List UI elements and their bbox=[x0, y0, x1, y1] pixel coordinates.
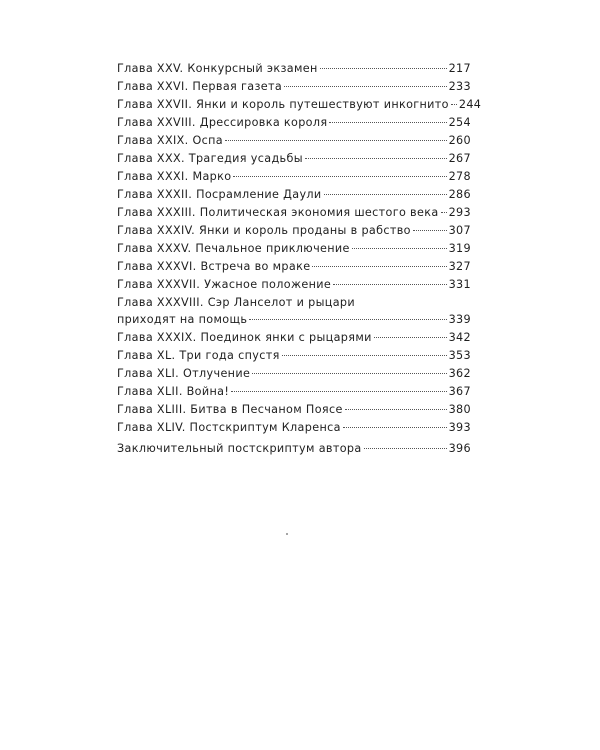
toc-entry bbox=[117, 403, 471, 421]
toc-entry-first-line bbox=[117, 296, 471, 313]
toc-entry-page: 396 bbox=[448, 442, 471, 455]
toc-entry-title: Глава XXVII. Янки и король путешествуют инкогнито bbox=[117, 98, 449, 111]
toc-entry-title: Глава XXXVIII. Сэр Ланселот и рыцари bbox=[117, 296, 355, 309]
leader-dots bbox=[320, 68, 447, 69]
leader-dots bbox=[374, 337, 447, 338]
toc-entry-page: 267 bbox=[448, 152, 471, 165]
leader-dots bbox=[324, 194, 447, 195]
toc-entry bbox=[117, 242, 471, 260]
toc-entry-title: Глава XXXVII. Ужасное положение bbox=[117, 278, 332, 291]
toc-entry bbox=[117, 367, 471, 385]
leader-dots bbox=[312, 266, 446, 267]
toc-entry-title: Глава XXXIII. Политическая экономия шестого века bbox=[117, 206, 439, 219]
toc-entry bbox=[117, 134, 471, 152]
toc-entry-title: Глава XLII. Война! bbox=[117, 385, 230, 398]
toc-entry-page: 260 bbox=[448, 134, 471, 147]
toc-entry bbox=[117, 421, 471, 439]
toc-entry-page: 254 bbox=[448, 116, 471, 129]
toc-entry-page: 278 bbox=[448, 170, 471, 183]
toc-entry-page: 233 bbox=[448, 80, 471, 93]
leader-dots bbox=[451, 104, 457, 105]
toc-entry bbox=[117, 80, 471, 98]
toc-entry-title: Глава XXXIV. Янки и король проданы в рабство bbox=[117, 224, 411, 237]
leader-dots bbox=[284, 86, 447, 87]
toc-entry-page: 367 bbox=[448, 385, 471, 398]
leader-dots bbox=[282, 355, 447, 356]
leader-dots bbox=[352, 248, 447, 249]
toc-entry-page: 331 bbox=[448, 278, 471, 291]
leader-dots bbox=[252, 373, 446, 374]
toc-entry bbox=[117, 278, 471, 296]
leader-dots bbox=[305, 158, 447, 159]
toc-entry-title: Глава XXXII. Посрамление Даули bbox=[117, 188, 322, 201]
leader-dots bbox=[345, 409, 447, 410]
toc-entry-title: Глава XXVI. Первая газета bbox=[117, 80, 283, 93]
toc-entry-page: 393 bbox=[448, 421, 471, 434]
toc-entry-page: 342 bbox=[448, 331, 471, 344]
toc-entry-title-continued: приходят на помощь bbox=[117, 313, 248, 326]
toc-entry bbox=[117, 385, 471, 403]
leader-dots bbox=[343, 427, 447, 428]
toc-entry-page: 293 bbox=[448, 206, 471, 219]
toc-entry bbox=[117, 349, 471, 367]
toc-entry-title: Глава XXX. Трагедия усадьбы bbox=[117, 152, 303, 165]
toc-entry bbox=[117, 62, 471, 80]
table-of-contents bbox=[117, 62, 482, 460]
toc-entry bbox=[117, 170, 471, 188]
toc-entry-page: 244 bbox=[458, 98, 482, 111]
toc-entry-page: 319 bbox=[448, 242, 471, 255]
toc-entry-title: Глава XLI. Отлучение bbox=[117, 367, 251, 380]
toc-entry-title: Глава XL. Три года спустя bbox=[117, 349, 280, 362]
toc-entry-title: Глава XXXV. Печальное приключение bbox=[117, 242, 350, 255]
toc-entry bbox=[117, 260, 471, 278]
leader-dots bbox=[364, 448, 447, 449]
toc-entry bbox=[117, 152, 471, 170]
leader-dots bbox=[231, 391, 446, 392]
toc-entry bbox=[117, 331, 471, 349]
toc-entry-page: 327 bbox=[448, 260, 471, 273]
toc-entry-page: 286 bbox=[448, 188, 471, 201]
toc-entry-title: Глава XXV. Конкурсный экзамен bbox=[117, 62, 318, 75]
toc-entry bbox=[117, 224, 471, 242]
toc-entry bbox=[117, 98, 482, 116]
toc-entry-title: Глава XXXI. Марко bbox=[117, 170, 232, 183]
toc-entry-title: Глава XXIX. Оспа bbox=[117, 134, 223, 147]
leader-dots bbox=[333, 284, 446, 285]
toc-final-entry bbox=[117, 442, 471, 460]
toc-entry-page: 380 bbox=[448, 403, 471, 416]
toc-entry-title: Глава XXXIX. Поединок янки с рыцарями bbox=[117, 331, 372, 344]
toc-entry-title: Глава XXXVI. Встреча во мраке bbox=[117, 260, 311, 273]
toc-entry-page: 217 bbox=[448, 62, 471, 75]
toc-entry-page: 339 bbox=[448, 313, 471, 326]
toc-entry-title: Глава XLIV. Постскриптум Кларенса bbox=[117, 421, 341, 434]
toc-entry-page: 362 bbox=[448, 367, 471, 380]
toc-entry-title: Глава XXVIII. Дрессировка короля bbox=[117, 116, 328, 129]
leader-dots bbox=[233, 176, 446, 177]
leader-dots bbox=[249, 319, 446, 320]
toc-entry-second-line bbox=[117, 313, 471, 331]
page-mark bbox=[286, 533, 288, 535]
toc-entry-title: Глава XLIII. Битва в Песчаном Поясе bbox=[117, 403, 343, 416]
leader-dots bbox=[413, 230, 447, 231]
toc-entry-page: 307 bbox=[448, 224, 471, 237]
leader-dots bbox=[225, 140, 447, 141]
leader-dots bbox=[441, 212, 447, 213]
toc-entry bbox=[117, 116, 471, 134]
toc-entry-page: 353 bbox=[448, 349, 471, 362]
leader-dots bbox=[329, 122, 446, 123]
toc-entry bbox=[117, 206, 471, 224]
toc-entry bbox=[117, 188, 471, 206]
toc-entry-title: Заключительный постскриптум автора bbox=[117, 442, 362, 455]
